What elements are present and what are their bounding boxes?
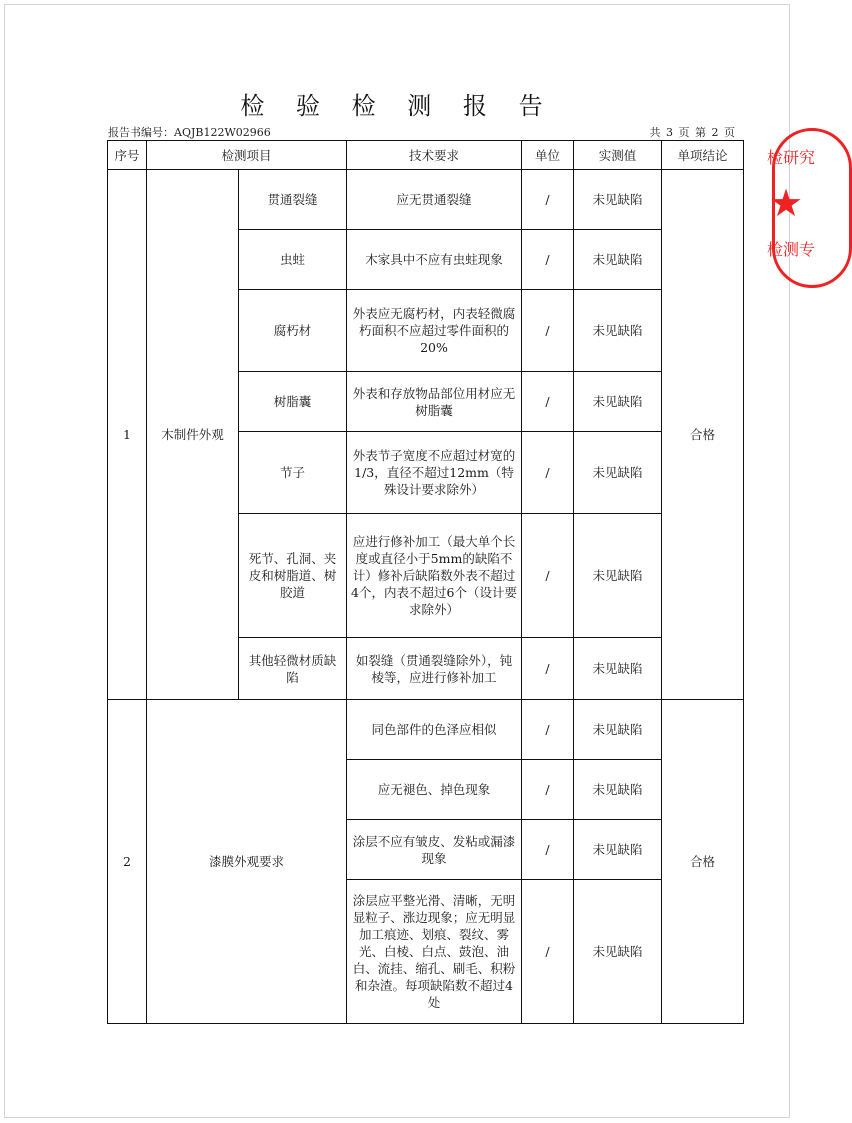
stamp-text-bottom: 检测专 bbox=[767, 240, 816, 259]
measured-value: 未见缺陷 bbox=[574, 170, 662, 230]
requirement: 应无褪色、掉色现象 bbox=[347, 760, 522, 820]
unit: / bbox=[522, 820, 574, 880]
requirement: 木家具中不应有虫蛀现象 bbox=[347, 230, 522, 290]
table-row bbox=[108, 170, 744, 230]
measured-value: 未见缺陷 bbox=[574, 700, 662, 760]
unit: / bbox=[522, 230, 574, 290]
unit: / bbox=[522, 880, 574, 1024]
requirement: 外表节子宽度不应超过材宽的1/3，直径不超过12mm（特殊设计要求除外） bbox=[347, 432, 522, 514]
group-name: 木制件外观 bbox=[147, 170, 239, 700]
requirement: 外表应无腐朽材，内表轻微腐朽面积不应超过零件面积的20% bbox=[347, 290, 522, 372]
report-number: 报告书编号：AQJB122W02966 bbox=[108, 126, 271, 139]
header-unit: 单位 bbox=[522, 141, 574, 170]
sub-item: 其他轻微材质缺陷 bbox=[239, 638, 347, 700]
measured-value: 未见缺陷 bbox=[574, 372, 662, 432]
unit: / bbox=[522, 372, 574, 432]
page-info: 共 3 页 第 2 页 bbox=[649, 126, 735, 139]
requirement: 如裂缝（贯通裂缝除外），钝棱等，应进行修补加工 bbox=[347, 638, 522, 700]
measured-value: 未见缺陷 bbox=[574, 760, 662, 820]
inspection-table bbox=[107, 140, 744, 1024]
header-no: 序号 bbox=[108, 141, 147, 170]
requirement: 外表和存放物品部位用材应无树脂囊 bbox=[347, 372, 522, 432]
group-no: 1 bbox=[108, 170, 147, 700]
requirement: 同色部件的色泽应相似 bbox=[347, 700, 522, 760]
unit: / bbox=[522, 170, 574, 230]
stamp-text-top: 检研究 bbox=[767, 148, 816, 167]
measured-value: 未见缺陷 bbox=[574, 880, 662, 1024]
header-measured: 实测值 bbox=[574, 141, 662, 170]
header-item: 检测项目 bbox=[147, 141, 347, 170]
requirement: 应进行修补加工（最大单个长度或直径小于5mm的缺陷不计）修补后缺陷数外表不超过4个，内表不超过6个（设计要求除外） bbox=[347, 514, 522, 638]
unit: / bbox=[522, 700, 574, 760]
requirement: 涂层应平整光滑、清晰，无明显粒子、涨边现象；应无明显加工痕迹、划痕、裂纹、雾光、白棱、白点、鼓泡、油白、流挂、缩孔、刷毛、积粉和杂渣。每项缺陷数不超过4处 bbox=[347, 880, 522, 1024]
group-name: 漆膜外观要求 bbox=[147, 700, 347, 1024]
table-header-row bbox=[108, 141, 744, 170]
sub-item: 虫蛀 bbox=[239, 230, 347, 290]
table-row bbox=[108, 700, 744, 760]
sub-item: 树脂囊 bbox=[239, 372, 347, 432]
sub-item: 腐朽材 bbox=[239, 290, 347, 372]
unit: / bbox=[522, 638, 574, 700]
measured-value: 未见缺陷 bbox=[574, 230, 662, 290]
sub-item: 贯通裂缝 bbox=[239, 170, 347, 230]
measured-value: 未见缺陷 bbox=[574, 290, 662, 372]
unit: / bbox=[522, 514, 574, 638]
official-stamp bbox=[767, 128, 852, 288]
star-icon: ★ bbox=[769, 181, 804, 225]
group-conclusion: 合格 bbox=[662, 170, 744, 700]
header-requirement: 技术要求 bbox=[347, 141, 522, 170]
measured-value: 未见缺陷 bbox=[574, 638, 662, 700]
unit: / bbox=[522, 432, 574, 514]
sub-item: 节子 bbox=[239, 432, 347, 514]
sub-item: 死节、孔洞、夹皮和树脂道、树胶道 bbox=[239, 514, 347, 638]
group-no: 2 bbox=[108, 700, 147, 1024]
measured-value: 未见缺陷 bbox=[574, 514, 662, 638]
measured-value: 未见缺陷 bbox=[574, 432, 662, 514]
unit: / bbox=[522, 760, 574, 820]
report-title: 检 验 检 测 报 告 bbox=[240, 92, 555, 120]
measured-value: 未见缺陷 bbox=[574, 820, 662, 880]
requirement: 涂层不应有皱皮、发粘或漏漆现象 bbox=[347, 820, 522, 880]
header-conclusion: 单项结论 bbox=[662, 141, 744, 170]
unit: / bbox=[522, 290, 574, 372]
requirement: 应无贯通裂缝 bbox=[347, 170, 522, 230]
group-conclusion: 合格 bbox=[662, 700, 744, 1024]
